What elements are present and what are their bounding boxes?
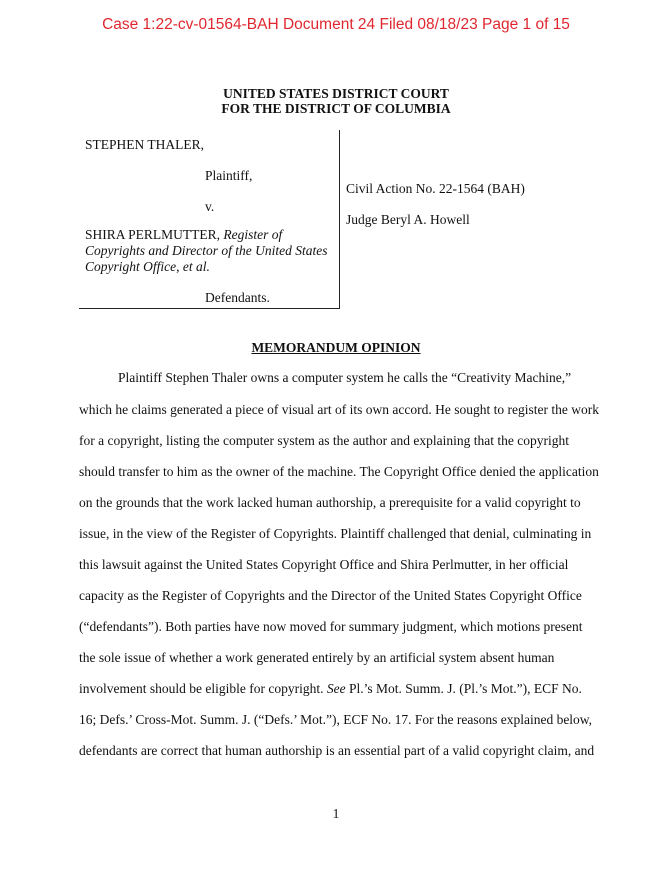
civil-action-number: Civil Action No. 22-1564 (BAH): [346, 181, 525, 196]
caption-defendants-role: Defendants.: [205, 290, 270, 305]
judge-name: Judge Beryl A. Howell: [346, 212, 470, 227]
opinion-line-7: this lawsuit against the United States Copyright Office and Shira Perlmutter, in her official: [79, 557, 569, 572]
opinion-line-13: defendants are correct that human authorship is an essential part of a valid copyright claim, and: [79, 743, 595, 758]
opinion-line-11-text: involvement should be eligible for copyright.: [79, 681, 327, 696]
opinion-line-8: capacity as the Register of Copyrights and the Director of the United States Copyright Office: [79, 588, 582, 603]
case-header-stamp: Case 1:22-cv-01564-BAH Document 24 Filed 08/18/23 Page 1 of 15: [102, 16, 570, 33]
see-signal: See: [326, 681, 346, 696]
caption-defendant-title: Register of Copyrights and Director of the United States Copyright Office: [85, 227, 328, 274]
opinion-line-4: should transfer to him as the owner of the machine. The Copyright Office denied the application: [79, 464, 599, 479]
court-name-line-2: FOR THE DISTRICT OF COLUMBIA: [221, 101, 451, 116]
opinion-line-11: [79, 681, 582, 697]
opinion-line-6: issue, in the view of the Register of Copyrights. Plaintiff challenged that denial, culminating in: [79, 526, 592, 541]
case-caption-box: [79, 130, 340, 309]
caption-defendant-name: SHIRA PERLMUTTER,: [85, 227, 224, 242]
opinion-line-5: on the grounds that the work lacked human authorship, a prerequisite for a valid copyright to: [79, 495, 581, 510]
opinion-line-3: for a copyright, listing the computer system as the author and explaining that the copyright: [79, 433, 570, 448]
page-number: 1: [332, 806, 340, 821]
caption-defendant: [85, 227, 335, 275]
caption-plaintiff-role: Plaintiff,: [205, 168, 253, 183]
opinion-line-10: the sole issue of whether a work generated entirely by an artificial system absent human: [79, 650, 555, 665]
opinion-line-1: Plaintiff Stephen Thaler owns a computer system he calls the “Creativity Machine,”: [118, 370, 572, 385]
opinion-line-12: 16; Defs.’ Cross-Mot. Summ. J. (“Defs.’ Mot.”), ECF No. 17. For the reasons explained below,: [79, 712, 593, 727]
opinion-line-11-tail: Pl.’s Mot. Summ. J. (Pl.’s Mot.”), ECF No.: [345, 681, 582, 696]
court-name-line-1: UNITED STATES DISTRICT COURT: [223, 86, 449, 101]
caption-defendant-suffix: ,: [176, 259, 183, 274]
caption-defendant-etal: et al.: [182, 259, 210, 274]
caption-plaintiff-name: STEPHEN THALER,: [85, 137, 205, 152]
opinion-line-9: (“defendants”). Both parties have now moved for summary judgment, which motions present: [79, 619, 583, 634]
opinion-line-2: which he claims generated a piece of visual art of its own accord. He sought to register the work: [79, 402, 599, 417]
opinion-title: MEMORANDUM OPINION: [251, 340, 421, 355]
caption-versus: v.: [205, 199, 215, 214]
court-heading: [0, 86, 672, 116]
